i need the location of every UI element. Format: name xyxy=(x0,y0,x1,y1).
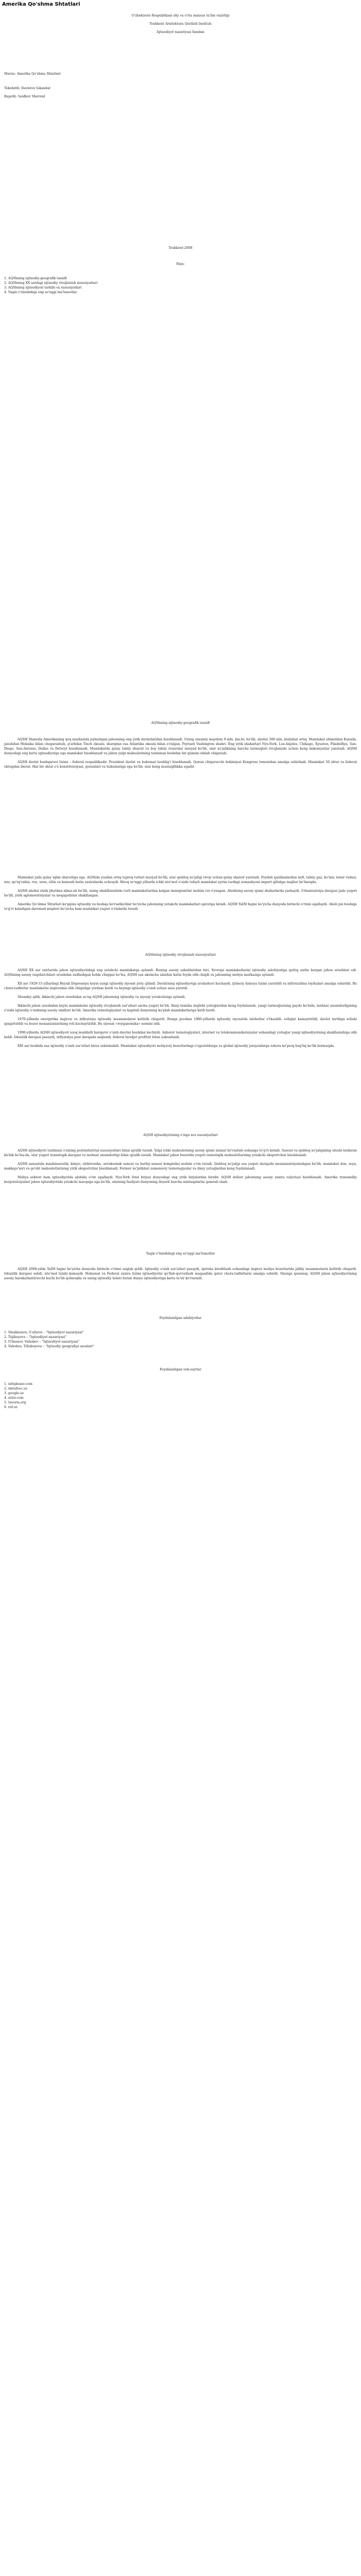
paragraph: Ikkinchi jahon urushidan keyin mamlakatni iqtisodiy rivojlanish sur'atlari ancha yuqori bo'ldi. Ilmiy-texnika inqilobi yutuqlaridan keng foydalanish, yangi tarmoqlarning paydo bo'lishi, mehnat unumdorligining o'sishi iqtisodiy o'sishning asosiy omillari bo'ldi. Amerika texnologiyalari va kapitali dunyoning ko'plab mamlakatlariga kirib bordi. xyxy=(4,1004,357,1012)
paragraph: AQSH Shimoliy Amerikaning qoq markazida joylashgan jahonning eng yirik davlatlaridan hisoblanadi. Uning umumiy maydoni 9 mln. km.kv. bo'lib, aholisi 300 mln. kishidan ortiq. Mamlakat shimoldan Kanada, janubdan Meksika bilan chegaradosh, g'arbdan Tinch okeani, sharqdan esa Atlantika okeani bilan o'ralgan. Poytaxti Vashington shahri. Eng yirik shaharlari Nyu-York, Los-Anjeles, Chikago, Xyuston, Filadelfiya, San-Diego, San-Antonio, Dallas va Detroyt hisoblanadi. Mamlakatda qulay tabiiy sharoit va boy tabiiy resurslar mavjud bo'lib, ular xo'jalikning barcha tarmoqlari rivojlanishi uchun keng imkoniyatlar yaratadi. AQSH dunyodagi eng katta iqtisodiyotga ega mamlakat hisoblanadi va jahon yalpi mahsulotining taxminan beshdan bir qismini ishlab chiqaradi. xyxy=(4,738,357,755)
paragraph: AQSH aholisi etnik jihatdan xilma-xil bo'lib, uning shakllanishida turli mamlakatlardan kelgan immigrantlar muhim rol o'ynagan. Aholining asosiy qismi shaharlarda yashaydi. Urbanizatsiya darajasi juda yuqori bo'lib, yirik aglomeratsiyalar va megapolislar shakllangan. xyxy=(4,889,357,897)
paragraph: 1990-yillarda AQSH iqtisodiyoti uzoq muddatli barqaror o'sish davrini boshdan kechirdi. Axborot texnologiyalari, internet va telekommunikatsiyalar sohasidagi yutuqlar yangi iqtisodiyotning shakllanishiga olib keldi. Ishsizlik darajasi pasaydi, inflyatsiya past darajada saqlandi, federal byudjet profitsit bilan yakunlandi. xyxy=(4,1030,357,1039)
bibliography-item: 3. O'lmasov, Vahobov – "Iqtisodiyot nazariyasi" xyxy=(4,1340,80,1344)
website-item[interactable]: 3. google.uz xyxy=(4,1391,24,1395)
section2-title: AQShning iqtisodiy rivojlanish xususiyatlari xyxy=(145,953,216,957)
paragraph: AQSH 2008-yilda YaIM hajmi bo'yicha dunyoda birinchi o'rinni saqlab qoldi. Iqtisodiy o'sish sur'atlari pasaydi, ipoteka kreditlash sohasidagi inqiroz moliya bozorlarida jiddiy muammolarni keltirib chiqardi. Ishsizlik darajasi oshdi, iste'mol talabi kamaydi. Hukumat va Federal zaxira tizimi iqtisodiyotni qo'llab-quvvatlash maqsadida qator chora-tadbirlarni amalga oshirdi. Shunga qaramay, AQSH jahon iqtisodiyotining asosiy harakatlantiruvchi kuchi bo'lib qolmoqda va uning iqtisodiy holati butun dunyo iqtisodiyotiga katta ta'sir ko'rsatadi. xyxy=(4,1267,357,1280)
website-item[interactable]: 1. infoplease.com xyxy=(4,1382,33,1386)
paragraph: 1970-yillarda energetika inqirozi va inflyatsiya iqtisodiy muammolarni keltirib chiqardi. Bunga javoban 1980-yillarda iqtisodiy siyosatda islohotlar o'tkazildi: soliqlar kamaytirildi, davlat tartibga solishi qisqartirildi va bozor mexanizmlarining roli kuchaytirildi. Bu siyosat «reyganomika» nomini oldi. xyxy=(4,1017,357,1026)
paragraph: Shunday qilib, ikkinchi jahon urushidan so'ng AQSH jahonning iqtisodiy va siyosiy yetakchisiga aylandi. xyxy=(18,995,186,999)
website-item[interactable]: 6. ref.uz xyxy=(4,1405,18,1409)
topic-label: Mavzu: Amerika Qo'shma Shtatlari xyxy=(4,72,61,76)
plan-list xyxy=(4,277,97,295)
bibliography-list xyxy=(4,1331,94,1349)
bibliography-title: Foydalanilgan adabiyotlar xyxy=(159,1316,202,1320)
paragraph: AQSH sanoatida mashinasozlik, kimyo, elektronika, aerokosmik sanoat va harbiy-sanoat kompleksi muhim o'rin tutadi. Qishloq xo'jaligi esa yuqori darajada mexanizatsiyalashgan bo'lib, mamlakat don, soya, makkajo'xori va go'sht mahsulotlarining yirik eksportchisi hisoblanadi. Fermer xo'jaliklari zamonaviy texnologiyalar va ilmiy yutuqlardan keng foydalanadi. xyxy=(4,1162,357,1171)
paragraph: AQSH iqtisodiyoti tuzilmasi o'zining postindustrial xususiyatlari bilan ajralib turadi. Yalpi ichki mahsulotning asosiy qismi xizmat ko'rsatish sohasiga to'g'ri keladi. Sanoat va qishloq xo'jaligining ulushi nisbatan kichik bo'lsa-da, ular yuqori texnologik darajasi va mehnat unumdorligi bilan ajralib turadi. Mamlakat jahon bozorida yuqori texnologik mahsulotlarning yetakchi eksportchisi hisoblanadi. xyxy=(4,1149,357,1157)
websites-title: Foydalanilgan veb-saytlar xyxy=(160,1368,201,1371)
student-line: Tekshirdi: Davletov Iskandar xyxy=(4,87,51,90)
section3-title: AQSH iqtisodiyotining o'ziga xos xususiyatlari xyxy=(143,1133,218,1137)
plan-item: 1. AQShning iqtisodiy-geografik tasnifi xyxy=(4,277,67,280)
paragraph: AQSH davlat boshqaruvi tizimi – federal respublikadir. Prezident davlat va hukumat boshlig'i hisoblanadi. Qonun chiqaruvchi hokimiyat Kongress tomonidan amalga oshiriladi. Mamlakat 50 shtat va federal okrugdan iborat. Har bir shtat o'z konstitutsiyasi, qonunlari va hukumatiga ega bo'lib, ular keng mustaqillikka egadir. xyxy=(4,760,357,769)
paragraph: Moliya sektori ham iqtisodiyotda alohida o'rin egallaydi. Nyu-York fond birjasi dunyodagi eng yirik birjalardan biridir. AQSH dollari jahonning asosiy zaxira valyutasi hisoblanadi. Amerika transmilliy korporatsiyalari jahon iqtisodiyotida yetakchi mavqega ega bo'lib, ularning faoliyati dunyoning deyarli barcha mintaqalarini qamrab oladi. xyxy=(4,1175,357,1184)
department-line: Iqtisodiyot nazariyasi fanidan xyxy=(157,30,204,34)
plan-item: 3. AQShning iqtisodiyoti tarkibi va xususiyatlari xyxy=(4,285,82,290)
section2-body xyxy=(4,969,357,1049)
section1b-body xyxy=(4,876,357,912)
plan-title: Reja: xyxy=(176,262,185,266)
section4-title: Yaqin o'tmishdagi eng so'nggi ma'lumotlar xyxy=(146,1252,215,1256)
website-item[interactable]: 4. arxiv.com xyxy=(4,1396,24,1400)
plan-item: 4. Yaqin o'tmishdagi eng so'nggi ma'lumotlar xyxy=(4,290,77,294)
bibliography-item: 4. Vahobov, Tillaboyeva – "Iqtisodiy geografiya asoslari" xyxy=(4,1344,94,1348)
section4-body xyxy=(4,1267,357,1281)
section1-title: AQShning iqtisodiy-geografik tasnifi xyxy=(151,721,210,725)
institute-line: Toshkent Arxitektura Qurilish Instituti xyxy=(149,22,212,26)
paragraph: AQSH XX asr oxirlarida jahon iqtisodiyotidagi eng yetakchi mamlakatga aylandi. Buning asosiy sabablaridan biri, Yevropa mamlakatlarini iqtisodiy salohiyatiga qattiq zarba bergan jahon urushlari edi. AQShning asosiy raqobatchilari urushdan zaiflashgan holda chiqqan bo'lsa, AQSH esa aksincha ulardan katta foyda olib chiqdi va jahonning moliya markaziga aylandi. xyxy=(4,969,357,977)
city-year: Toshkent-2008 xyxy=(168,246,193,250)
teacher-line: Bajardi: Saidkov Sherzod xyxy=(4,95,45,98)
paragraph: Amerika Qo'shma Shtatlari ko'pgina iqtisodiy va boshqa ko'rsatkichlar bo'yicha jahonning yetakchi mamlakatlari qatoriga kiradi. AQSH YaIM hajmi bo'yicha dunyoda birinchi o'rinni egallaydi. Aholi jon boshiga to'g'ri keladigan daromad miqdori bo'yicha ham mamlakat yuqori o'rinlarda turadi. xyxy=(4,902,357,911)
section1-body xyxy=(4,738,357,770)
paragraph: XX asr 1929-33 yillardagi Buyuk Depressiya keyin yangi iqtisodiy siyosat joriy qilindi. Davlatning iqtisodiyotga aralashuvi kuchaydi, ijtimoiy himoya tizimi yaratildi va infratuzilma loyihalari amalga oshirildi. Bu chora-tadbirlar mamlakatni inqirozdan olib chiqishga yordam berdi va keyingi iqtisodiy o'sish uchun asos yaratdi. xyxy=(4,981,357,990)
paragraph: Mamlakat juda qulay iqlim sharoitiga ega. AQShda yuzdan ortiq tuproq turlari mavjud bo'lib, ular qishloq xo'jaligi rivoji uchun qulay sharoit yaratadi. Foydali qazilmalardan neft, tabiiy gaz, ko'mir, temir rudasi, mis, qo'rg'oshin, rux, uran, oltin va kumush katta zaxiralarda uchraydi. Biroq so'nggi yillarda ichki iste'mol o'sishi tufayli mamlakat ayrim turdagi xomashyoni import qilishga majbur bo'lmoqda. xyxy=(4,876,357,884)
plan-item: 2. AQShning XX asrdagi iqtisodiy rivojlanish xususiyatlari xyxy=(4,281,98,285)
ministry-line: O'zbekiston Respublikasi oliy va o'rta maxsus ta'lim vazirligi xyxy=(131,14,230,18)
bibliography-item: 1. Shodmonov, G'afurov – "Iqtisodiyot nazariyasi" xyxy=(4,1331,84,1334)
bibliography-item: 2. Tojiboyeva – "Iqtisodiyot nazariyasi" xyxy=(4,1335,67,1339)
section3-body xyxy=(4,1149,357,1185)
paragraph: XXI asr boshida esa iqtisodiy o'sish sur'atlari biroz sekinlashdi. Mamlakat iqtisodiyoti moliyaviy bozorlardagi o'zgarishlarga va global iqtisodiy jarayonlarga tobora ko'proq bog'liq bo'lib bormoqda. xyxy=(18,1044,335,1048)
website-item[interactable]: 5. tavoria.org xyxy=(4,1400,26,1404)
websites-list xyxy=(4,1382,32,1410)
page-title: Amerika Qo'shma Shtatlari xyxy=(2,2,80,7)
website-item[interactable]: 2. nbrufeec.us xyxy=(4,1386,27,1391)
